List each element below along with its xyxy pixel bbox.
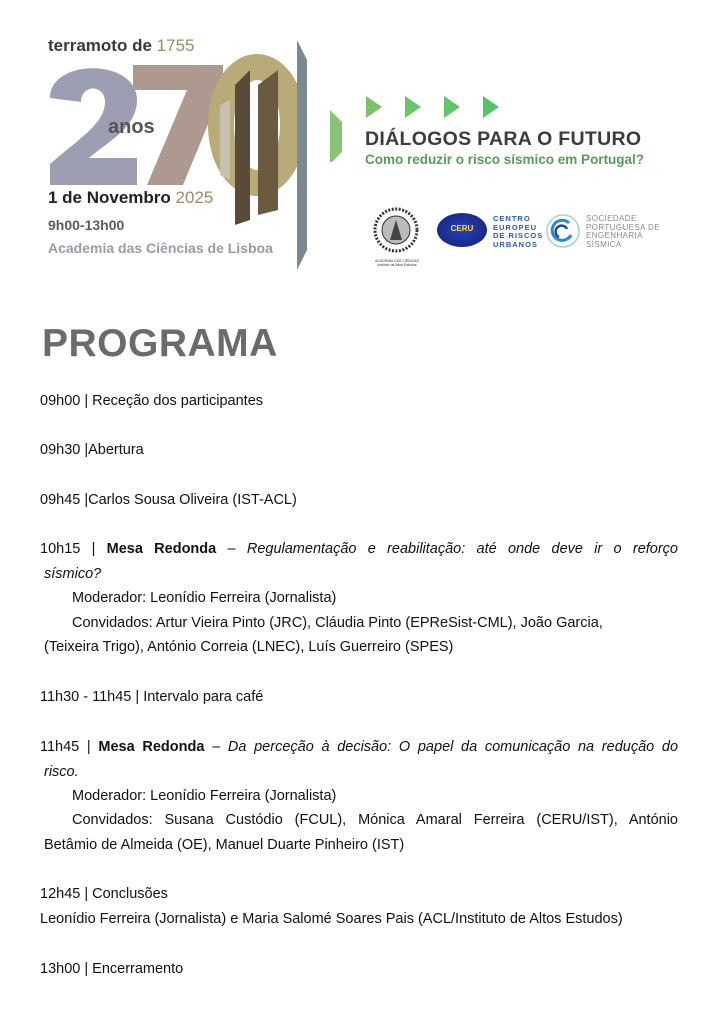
session-topic: Da perceção à decisão: O papel da comunicação na redução do — [227, 739, 679, 755]
big-number-logo — [50, 65, 293, 185]
event-date: 1 de Novembro 2025 — [48, 188, 214, 207]
session-type: Mesa Redonda — [98, 739, 205, 755]
convidados-cont: (Teixeira Trigo), António Correia (LNEC), Luís Guerreiro (SPES) — [44, 639, 454, 655]
programa-item: 11h30 - 11h45 | Intervalo para café — [40, 689, 264, 705]
programa-item: 09h00 | Receção dos participantes — [40, 393, 264, 409]
event-time: 9h00-13h00 — [48, 217, 125, 233]
convidados-cont: Betâmio de Almeida (OE), Manuel Duarte Pinheiro (IST) — [44, 837, 405, 853]
session-topic: Regulamentação e reabilitação: até onde deve ir o reforço — [246, 541, 678, 557]
convidados: Convidados: Artur Vieira Pinto (JRC), Cláudia Pinto (EPReSist-CML), João Garcia, — [72, 615, 603, 631]
event-name: terramoto de 1755 — [48, 36, 195, 55]
acl-logo: ACADEMIA DAS CIÊNCIAS Instituto de Altos Estudos — [372, 206, 422, 267]
acl-seal-icon — [372, 206, 420, 254]
programa-item: 09h30 |Abertura — [40, 442, 144, 458]
programa-item: 13h00 | Encerramento — [40, 961, 184, 977]
programa-title: PROGRAMA — [42, 322, 278, 365]
moderador: Moderador: Leonídio Ferreira (Jornalista) — [72, 788, 337, 804]
event-venue: Academia das Ciências de Lisboa — [48, 240, 273, 256]
spes-name: SOCIEDADE PORTUGUESA DE ENGENHARIA SÍSMICA — [586, 214, 660, 249]
dialogos-subtitle: Como reduzir o risco sísmico em Portugal? — [365, 152, 645, 167]
moderador: Moderador: Leonídio Ferreira (Jornalista) — [72, 590, 337, 606]
programa-item: 09h45 |Carlos Sousa Oliveira (IST-ACL) — [40, 492, 297, 508]
anniversary-graphic — [45, 40, 345, 270]
ceru-logo: CERU — [437, 213, 487, 247]
spes-logo-icon — [545, 213, 581, 249]
anos-label: anos — [108, 116, 155, 138]
ceru-name: CENTRO EUROPEU DE RISCOS URBANOS — [493, 214, 544, 249]
convidados: Convidados: Susana Custódio (FCUL), Mónica Amaral Ferreira (CERU/IST), António — [72, 812, 678, 828]
programa-item: 12h45 | Conclusões — [40, 886, 168, 902]
programa-item-detail: Leonídio Ferreira (Jornalista) e Maria Salomé Soares Pais (ACL/Instituto de Altos Estudos) — [40, 911, 623, 927]
session-type: Mesa Redonda — [106, 541, 217, 557]
dialogos-title: DIÁLOGOS PARA O FUTURO — [365, 128, 642, 150]
